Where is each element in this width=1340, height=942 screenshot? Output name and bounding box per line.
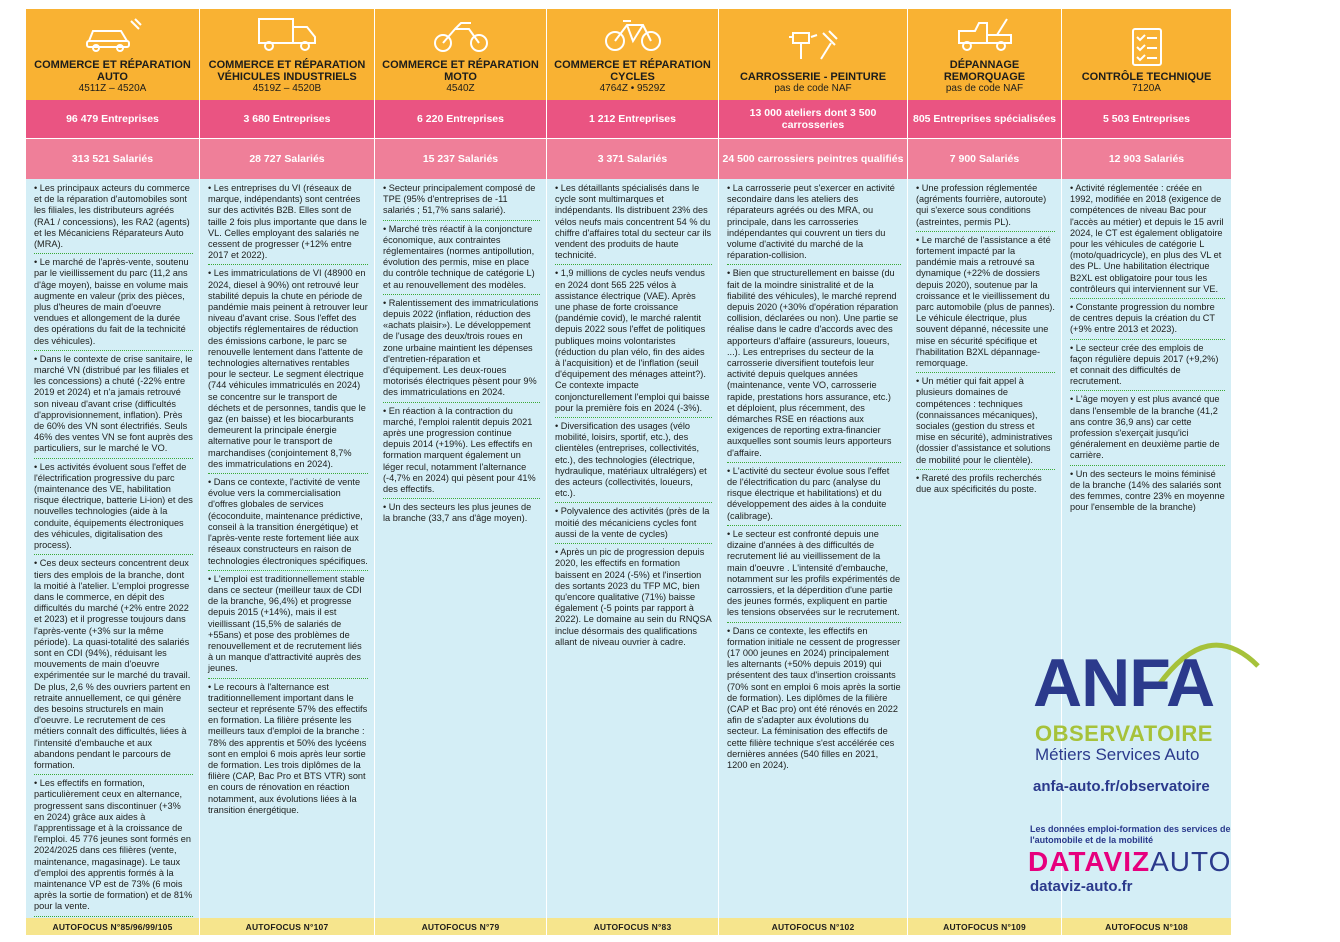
employees-count: 15 237 Salariés (375, 139, 547, 179)
column-header-moto (375, 9, 547, 100)
column-title: DÉPANNAGE REMORQUAGE (943, 59, 1026, 83)
checklist-icon (1115, 25, 1179, 67)
dataviz-logo-b: AUTO (1150, 846, 1232, 877)
column-body-moto (375, 179, 547, 918)
paragraph: • Rareté des profils recherchés due aux spécificités du poste. (916, 472, 1042, 495)
paragraph: • Les effectifs en formation, particulièrement ceux en alternance, progressent sans discontinuer (+3% en 2024) grâce aux aides à l'apprentissage et à la croissance de l'emploi. 45 776 jeunes sont formés en 2024/2025 dans ces filières (vente, maintenance, magasinage). Le taux d'emploi des apprentis formés à la maintenance VP est de 73% (6 mois après la sortie de formation) et de 81% pour la vente. (34, 778, 193, 916)
column-header-depannage (908, 9, 1062, 100)
column-title: COMMERCE ET RÉPARATION CYCLES (554, 59, 711, 83)
observatoire-label: OBSERVATOIRE (1035, 721, 1213, 746)
paragraph: • L'activité du secteur évolue sous l'effet de l'électrification du parc (analyse du risque électrique et habilitations) et du développement des aides à la conduite (calibrage). (727, 466, 901, 526)
paragraph: • Le marché de l'assistance a été fortement impacté par la pandémie mais a retrouvé sa dynamique (+22% de dossiers depuis 2020), soutenue par la croissance et le vieillissement du parc automobile (plus de pannes). Le véhicule électrique, plus souvent dépanné, nécessite une mise en sécurité spécifique et l'habilitation B2XL dépannage-remorquage. (916, 235, 1055, 373)
paragraph: • Le secteur crée des emplois de façon régulière depuis 2017 (+9,2%) et connait des difficultés de recrutement. (1070, 343, 1225, 392)
paragraph: • Marché très réactif à la conjoncture économique, aux contraintes réglementaires (normes antipollution, évolution des permis, mise en place du contrôle technique de catégorie L) et au renouvellement des modèles. (383, 224, 540, 295)
paragraph: • Les entreprises du VI (réseaux de marque, indépendants) sont centrées sur des activités B2B. Elles sont de taille 2 fois plus importante que dans le VL. Celles employant des salariés ne cessent de progresser (+12% entre 2017 et 2022). (208, 183, 368, 265)
autofocus-reference: AUTOFOCUS N°108 (1062, 918, 1232, 935)
column-body-vi (200, 179, 375, 918)
dataviz-logo (1028, 846, 1231, 878)
employees-count: 313 521 Salariés (26, 139, 200, 179)
paragraph: • L'âge moyen y est plus avancé que dans l'ensemble de la branche (41,2 ans contre 36,9 ans) car cette profession s'exerçait jusqu'ici généralement en deuxième partie de carrière. (1070, 394, 1225, 465)
enterprises-count: 6 220 Entreprises (375, 100, 547, 139)
naf-code: 4764Z • 9529Z (599, 83, 666, 94)
paragraph: • Dans ce contexte, l'activité de vente évolue vers la commercialisation d'offres globales de services (écoconduite, maintenance prédictive, conseil à la transition énergétique) et l'après-vente reste fortement liée aux réseaux constructeurs en raison de technologies électroniques spécifiques. (208, 477, 368, 571)
naf-code: pas de code NAF (945, 83, 1024, 94)
employees-count: 24 500 carrossiers peintres qualifiés (719, 139, 908, 179)
column-header-ct (1062, 9, 1232, 100)
paragraph: • Le recours à l'alternance est traditionnellement important dans le secteur et représente 57% des effectifs en formation. La filière présente les meilleurs taux d'emploi de la branche : 78% des apprentis et 50% des lycéens sont en emploi 6 mois après leur sortie de formation. Les trois diplômes de la filière (CAP, Bac Pro et BTS VTR) sont en cours de rénovation en réaction notamment, aux évolutions liées à la transition énergétique. (208, 681, 368, 815)
column-header-carrosserie (719, 9, 908, 100)
anfa-logo: ANFA (1033, 645, 1215, 721)
column-title: CARROSSERIE - PEINTURE (739, 71, 887, 83)
autofocus-reference: AUTOFOCUS N°107 (200, 918, 375, 935)
autofocus-reference: AUTOFOCUS N°83 (547, 918, 719, 935)
paragraph: • L'emploi est traditionnellement stable dans ce secteur (meilleur taux de CDI de la branche, 96,4%) et progresse depuis 2015 (+14%), mais il est vieillissant (15,5% de salariés de +55ans) et pose des problèmes de renouvellement et de recrutement liés à un manque d'attractivité auprès des jeunes. (208, 574, 368, 679)
enterprises-count: 96 479 Entreprises (26, 100, 200, 139)
infographic-grid (26, 9, 1332, 935)
paragraph: • Secteur principalement composé de TPE (95% d'entreprises de -11 salariés ; 51,7% sans salarié). (383, 183, 540, 221)
column-body-cycles (547, 179, 719, 918)
paragraph: • Les immatriculations de VI (48900 en 2024, diesel à 90%) ont retrouvé leur stabilité depuis la chute en période de pandémie mais peinent à retrouver leur niveau d'avant crise. Sous l'effet des objectifs réglementaires de réduction des émissions carbone, le parc se renouvelle lentement dans l'attente de technologies alternatives rentables pour le secteur. Le segment électrique (744 véhicules immatriculés en 2024) se concentre sur le transport de déchets et de personnes, tandis que le gaz (en baisse) et les biocarburants demeurent la principale énergie alternative pour le transport de marchandises (conjointement 8,7% des immatriculations en 2024). (208, 268, 368, 474)
tow-truck-icon (953, 13, 1017, 55)
paragraph: • Les activités évoluent sous l'effet de l'électrification progressive du parc (maintenance des VE, habilitation risque électrique, batterie Li-ion) et des nouvelles technologies (aide à la conduite, équipements électroniques des véhicules, digitalisation des process). (34, 462, 193, 556)
column-header-auto (26, 9, 200, 100)
paragraph: • Un des secteurs le moins féminisé de la branche (14% des salariés sont des femmes, contre 23% en moyenne pour l'ensemble de la branche) (1070, 468, 1225, 513)
dataviz-logo-a: DATAVIZ (1028, 846, 1151, 877)
column-header-cycles (547, 9, 719, 100)
paragraph: • Dans le contexte de crise sanitaire, le marché VN (distribué par les filiales et les concessions) a chuté (-22% entre 2019 et 2024) et n'a jamais retrouvé son niveau d'avant crise (difficultés d'approvisionnement, inflation). Près de 60% des VN sont électrifiés. Seuls 46% des ventes VN se font auprès des particuliers, sur le marché le VO. (34, 354, 193, 459)
spray-gun-hammer-icon (781, 25, 845, 67)
paragraph: • La carrosserie peut s'exercer en activité secondaire dans les ateliers des réparateurs agréés ou des MRA, ou principale, dans les carrosseries indépendantes qui couvrent un tiers du volume d'activité du marché de la réparation-collision. (727, 183, 901, 265)
employees-count: 7 900 Salariés (908, 139, 1062, 179)
column-body-ct (1062, 179, 1232, 918)
paragraph: • Constante progression du nombre de centres depuis la création du CT (+9% entre 2013 et 2023). (1070, 302, 1225, 340)
paragraph: • Polyvalence des activités (près de la moitié des mécaniciens cycles font aussi de la vente de cycles) (555, 506, 712, 544)
bicycle-icon (601, 13, 665, 55)
paragraph: • Activité réglementée : créée en 1992, modifiée en 2018 (exigence de compétences de niveau Bac pour l'accès au métier) et depuis le 15 avril 2024, le CT est également obligatoire pour les véhicules de catégorie L (moto/quadricycle), en plus des VL et des PL. Une habilitation électrique B2XL est obligatoire pour tous les contrôleurs qui interviennent sur VE. (1070, 183, 1225, 299)
observatoire-link[interactable]: anfa-auto.fr/observatoire (1033, 778, 1210, 795)
paragraph: • Bien que structurellement en baisse (du fait de la moindre sinistralité et de la fiabilité des véhicules), le marché reprend depuis 2020 (+30% d'opération réparation collision, déclarées ou non). Une partie se réalise dans le cadre d'accords avec des apporteurs d'affaire (assureurs, loueurs, ...). Les entreprises du secteur de la carrosserie diversifient toutefois leur activité depuis quelques années (maintenance, vente VO, carrosserie rapide, prestations hors assurance, etc.) et déploient, plus récemment, des démarches RSE en réactions aux exigences de reporting extra-financier auxquelles sont soumis leurs apporteurs d'affaire. (727, 268, 901, 462)
car-repair-icon (81, 13, 145, 55)
paragraph: • Ralentissement des immatriculations depuis 2022 (inflation, réduction des «achats plaisir»). Le développement de l'usage des deux/trois roues en zone urbaine maintient les dépenses d'entretien-réparation et d'équipement. Les deux-roues motorisés électriques pèsent pour 9% des immatriculations en 2024. (383, 298, 540, 403)
enterprises-count: 13 000 ateliers dont 3 500 carrosseries (719, 100, 908, 139)
logo-tagline: Métiers Services Auto (1035, 745, 1200, 764)
naf-code: 4540Z (446, 83, 475, 94)
naf-code: 7120A (1132, 83, 1161, 94)
column-title: CONTRÔLE TECHNIQUE (1081, 71, 1212, 83)
autofocus-reference: AUTOFOCUS N°85/96/99/105 (26, 918, 200, 935)
paragraph: • Après un pic de progression depuis 2020, les effectifs en formation baissent en 2024 (-5%) et l'insertion des sortants 2023 du TFP MC, bien qu'encore qualitative (71%) baisse également (-5 points par rapport à 2022). Le domaine au sein du RNQSA inclue désormais des qualifications allant de niveau ouvrier à cadre. (555, 547, 712, 647)
employees-count: 3 371 Salariés (547, 139, 719, 179)
column-body-carrosserie (719, 179, 908, 918)
paragraph: • 1,9 millions de cycles neufs vendus en 2024 dont 565 225 vélos à assistance électrique (VAE). Après une phase de forte croissance (pandémie covid), le marché ralentit depuis 2022 sous l'effet de politiques publiques moins volontaristes (réduction du plan vélo, fin des aides à l'acquisition) et de l'inflation (seuil d'équipement des ménages atteint?). Ce contexte impacte conjoncturellement l'emploi qui baisse pour la première fois en 2024 (-3%). (555, 268, 712, 418)
paragraph: • Diversification des usages (vélo mobilité, loisirs, sportif, etc.), des clientèles (entreprises, collectivités, etc.), des technologies (électrique, hydraulique, matériaux ultralégers) et des acteurs (collectivités, loueurs, etc.). (555, 421, 712, 503)
column-title: COMMERCE ET RÉPARATION AUTO (34, 59, 191, 83)
paragraph: • Les principaux acteurs du commerce et de la réparation d'automobiles sont les filiales, les distributeurs agréés (RA1 / concessions), les RA2 (agents) et les Mécaniciens Réparateurs Auto (MRA). (34, 183, 193, 254)
enterprises-count: 3 680 Entreprises (200, 100, 375, 139)
dataviz-description: Les données emploi-formation des services de l'automobile et de la mobilité (1030, 824, 1231, 845)
paragraph: • Ces deux secteurs concentrent deux tiers des emplois de la branche, dont la moitié à l'atelier. L'emploi progresse dans le commerce, en dépit des difficultés du marché (+2% entre 2022 et 2023) et il progresse toujours dans l'après-vente (+3% sur la même période). La quasi-totalité des salariés sont en CDI (94%), réduisant les mouvements de main d'oeuvre expérimentée sur le marché du travail. De plus, 2,6 % des ouvriers partent en retraite annuellement, ce qui génère des besoins structurels en main d'oeuvre. Le recrutement de ces métiers connaît des difficultés, liées à l'intensité d'embauche et aux abandons pendant le parcours de formation. (34, 558, 193, 775)
paragraph: • Un métier qui fait appel à plusieurs domaines de compétences : techniques (connaissances mécaniques), sociales (gestion du stress et mise en sécurité), administratives (dossier d'assistance et solutions de mobilité pour le clientèle). (916, 376, 1055, 470)
paragraph: • En réaction à la contraction du marché, l'emploi ralentit depuis 2021 après une progression continue depuis 2014 (+19%). Les effectifs en formation marquent également un léger recul, notamment l'alternance (-4,7% en 2024) qui pèsent pour 41% des effectifs. (383, 406, 540, 500)
paragraph: • Le secteur est confronté depuis une dizaine d'années à des difficultés de recrutement lié au vieillissement de la main d'oeuvre . L'intensité d'embauche, notamment sur les profils expérimentés de carrossiers, et la déperdition d'une partie des jeunes formés, expliquent en partie les tensions observées sur le recrutement. (727, 529, 901, 623)
enterprises-count: 5 503 Entreprises (1062, 100, 1232, 139)
autofocus-reference: AUTOFOCUS N°102 (719, 918, 908, 935)
column-title: COMMERCE ET RÉPARATION MOTO (382, 59, 539, 83)
employees-count: 28 727 Salariés (200, 139, 375, 179)
enterprises-count: 1 212 Entreprises (547, 100, 719, 139)
truck-icon (255, 13, 319, 55)
column-title: COMMERCE ET RÉPARATION VÉHICULES INDUSTRIELS (208, 59, 366, 83)
column-header-vi (200, 9, 375, 100)
paragraph: • Un des secteurs les plus jeunes de la branche (33,7 ans d'âge moyen). (383, 502, 532, 524)
naf-code: pas de code NAF (774, 83, 852, 94)
naf-code: 4519Z – 4520B (252, 83, 322, 94)
naf-code: 4511Z – 4520A (78, 83, 147, 94)
autofocus-reference: AUTOFOCUS N°109 (908, 918, 1062, 935)
autofocus-reference: AUTOFOCUS N°79 (375, 918, 547, 935)
paragraph: • Dans ce contexte, les effectifs en formation initiale ne cessent de progresser (17 000 jeunes en 2024) principalement les alternants (+50% depuis 2019) qui présentent des taux d'insertion croissants (70% sont en emploi 6 mois après la sortie de formation). Les diplômes de la filière (CAP et Bac pro) ont été rénovés en 2022 afin de s'adapter aux évolutions du secteur. La féminisation des effectifs de cette filière technique s'est accélérée ces dernières années (540 filles en 2021, 1200 en 2024). (727, 625, 901, 770)
enterprises-count: 805 Entreprises spécialisées (908, 100, 1062, 139)
employees-count: 12 903 Salariés (1062, 139, 1232, 179)
dataviz-link[interactable]: dataviz-auto.fr (1030, 878, 1133, 895)
column-body-auto (26, 179, 200, 918)
paragraph: • Le marché de l'après-vente, soutenu par le vieillissement du parc (11,2 ans d'âge moyen), baisse en volume mais augmente en valeur (prix des pièces, plus d'heures de main d'oeuvre vendues et allongement de la durée des opérations du fait de la technicité des véhicules). (34, 257, 193, 351)
paragraph: • Une profession réglementée (agréments fourrière, autoroute) qui s'exerce sous conditions (astreintes, permis PL). (916, 183, 1055, 232)
column-body-depannage (908, 179, 1062, 918)
paragraph: • Les détaillants spécialisés dans le cycle sont multimarques et indépendants. Ils distribuent 23% des vélos neufs mais concentrent 54 % du chiffre d'affaires total du secteur car ils vendent des produits de haute technicité. (555, 183, 712, 265)
motorcycle-icon (429, 13, 493, 55)
